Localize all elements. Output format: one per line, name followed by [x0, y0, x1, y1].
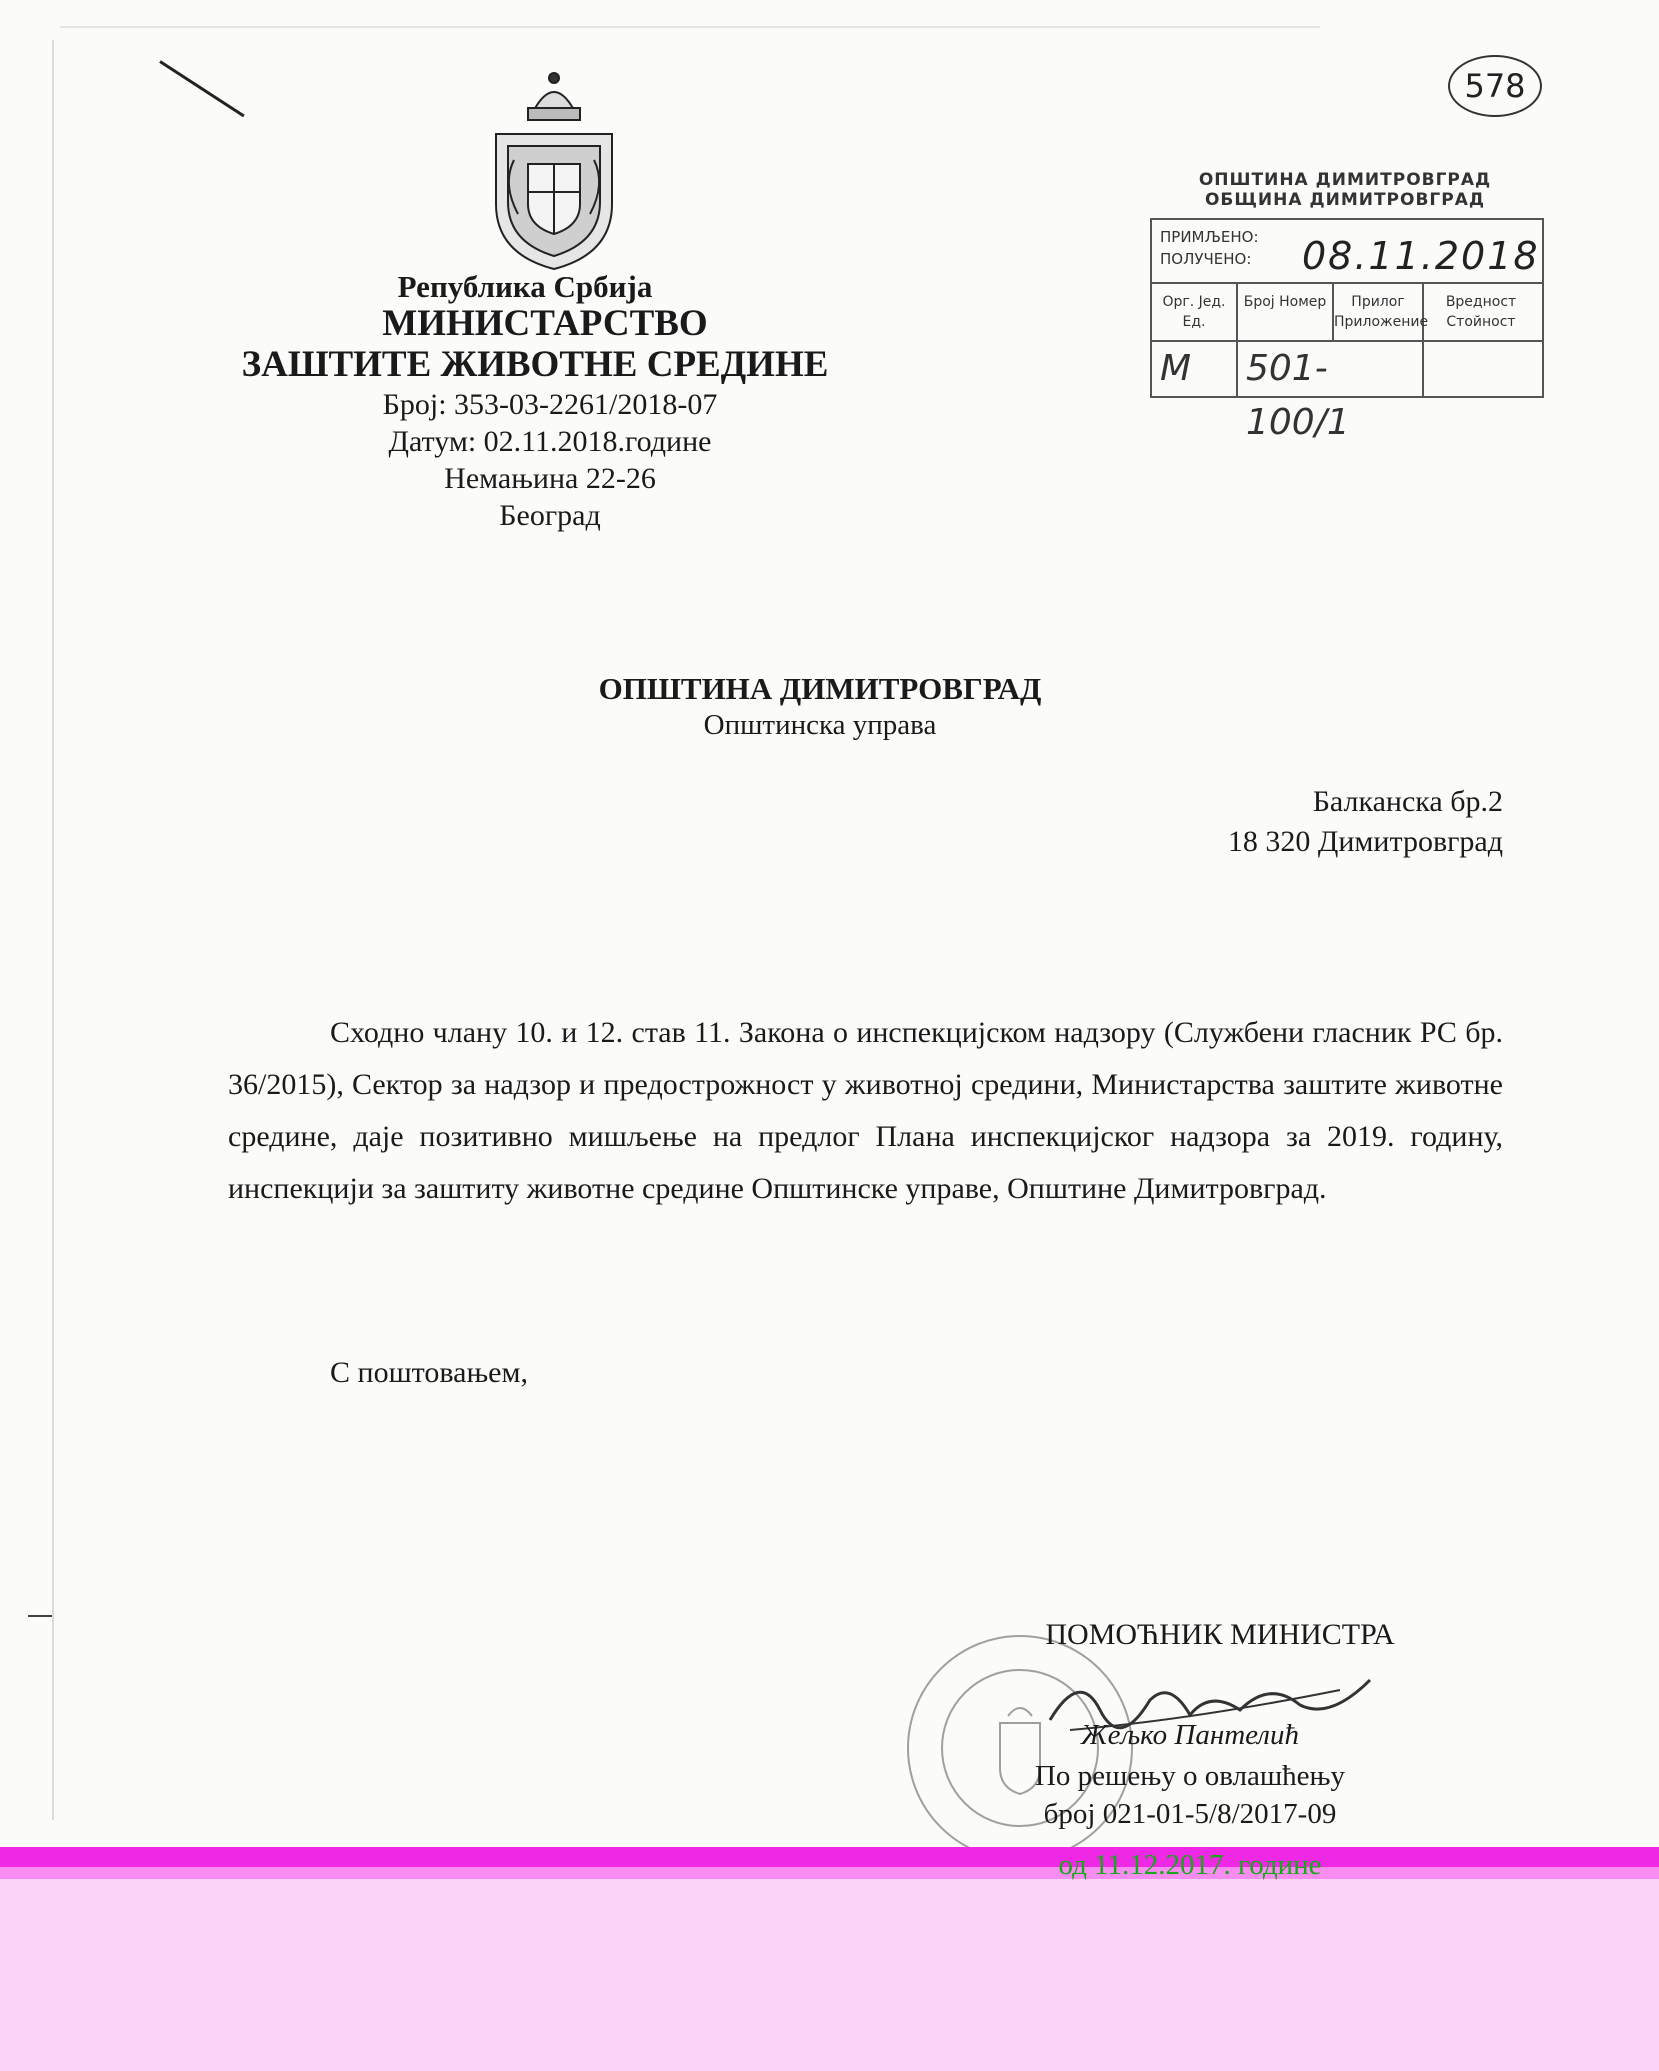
- document-number: Број: 353-03-2261/2018-07: [382, 388, 718, 421]
- pencil-mark: [159, 60, 245, 117]
- stamp-col-value: Вредност Стойност: [1445, 294, 1517, 330]
- recipient-address: [1228, 782, 1503, 862]
- authorization-date: од 11.12.2017. године: [1058, 1849, 1322, 1881]
- page-number: 578: [1448, 55, 1542, 117]
- stamp-received-date: 08.11.2018: [1302, 234, 1540, 278]
- document-date: Датум: 02.11.2018.године: [388, 425, 712, 458]
- stamp-values-row: [1152, 342, 1542, 443]
- ministry-city: Београд: [499, 499, 601, 532]
- margin-mark: [28, 1615, 52, 1617]
- recipient-department: Општинска управа: [703, 709, 937, 741]
- stamp-col-org: Орг. Јед. Ед.: [1152, 284, 1238, 340]
- scan-top-edge: [60, 26, 1320, 28]
- stamp-val-number: 501-100/1: [1238, 342, 1424, 396]
- stamp-col-number: Број Номер: [1238, 284, 1334, 340]
- closing-salutation: С поштовањем,: [330, 1356, 528, 1389]
- received-stamp: [1150, 170, 1540, 443]
- ministry-street: Немањина 22-26: [444, 462, 656, 495]
- stamp-header-row: [1152, 284, 1542, 342]
- stamp-received-row: [1152, 220, 1542, 284]
- stamp-title-1: ОПШТИНА ДИМИТРОВГРАД: [1198, 170, 1492, 190]
- signatory-name: Жељко Пантелић: [1081, 1719, 1299, 1751]
- stamp-received-label: ПРИМЉЕНО:: [1160, 228, 1259, 246]
- stamp-title-2: ОБЩИНА ДИМИТРОВГРАД: [1204, 190, 1486, 210]
- signatory-title: ПОМОЋНИК МИНИСТРА: [1045, 1618, 1395, 1651]
- stamp-col-attachment: Прилог Приложение: [1334, 284, 1424, 340]
- authorization-number: број 021-01-5/8/2017-09: [1043, 1798, 1337, 1830]
- ministry-title: МИНИСТАРСТВО: [382, 303, 708, 344]
- stamp-val-value: [1424, 342, 1538, 396]
- recipient: [560, 670, 1080, 742]
- recipient-name: ОПШТИНА ДИМИТРОВГРАД: [598, 671, 1042, 706]
- pink-fill-area: [0, 1879, 1659, 2071]
- coat-of-arms-icon: [488, 64, 620, 274]
- signature-block: [930, 1615, 1450, 1833]
- stamp-val-org: М: [1152, 342, 1238, 396]
- address-city: 18 320 Димитровград: [1227, 825, 1503, 858]
- authorization-line: По решењу о овлашћењу: [1034, 1760, 1346, 1792]
- letter-body: Сходно члану 10. и 12. став 11. Закона о инспекцијском надзору (Службени гласник РС бр. 36/2015), Сектор за надзор и предострожност у животној средини, Министарства заштите животне средине, даје позитивно мишљење на предлог Плана инспекцијског надзора за 2019. годину, инспекцији за заштиту животне средине Општинске управе, Општине Димитровград.: [228, 1016, 1503, 1205]
- address-street: Балканска бр.2: [1312, 785, 1503, 818]
- stamp-box: [1150, 218, 1544, 443]
- scan-left-edge: [52, 40, 54, 1820]
- republic-label: Република Србија: [397, 269, 653, 304]
- stamp-received-labels: [1160, 226, 1259, 270]
- ministry-subtitle: ЗАШТИТЕ ЖИВОТНЕ СРЕДИНЕ: [241, 344, 829, 385]
- stamp-received-label-alt: ПОЛУЧЕНО:: [1160, 250, 1252, 268]
- letterhead: [200, 270, 900, 534]
